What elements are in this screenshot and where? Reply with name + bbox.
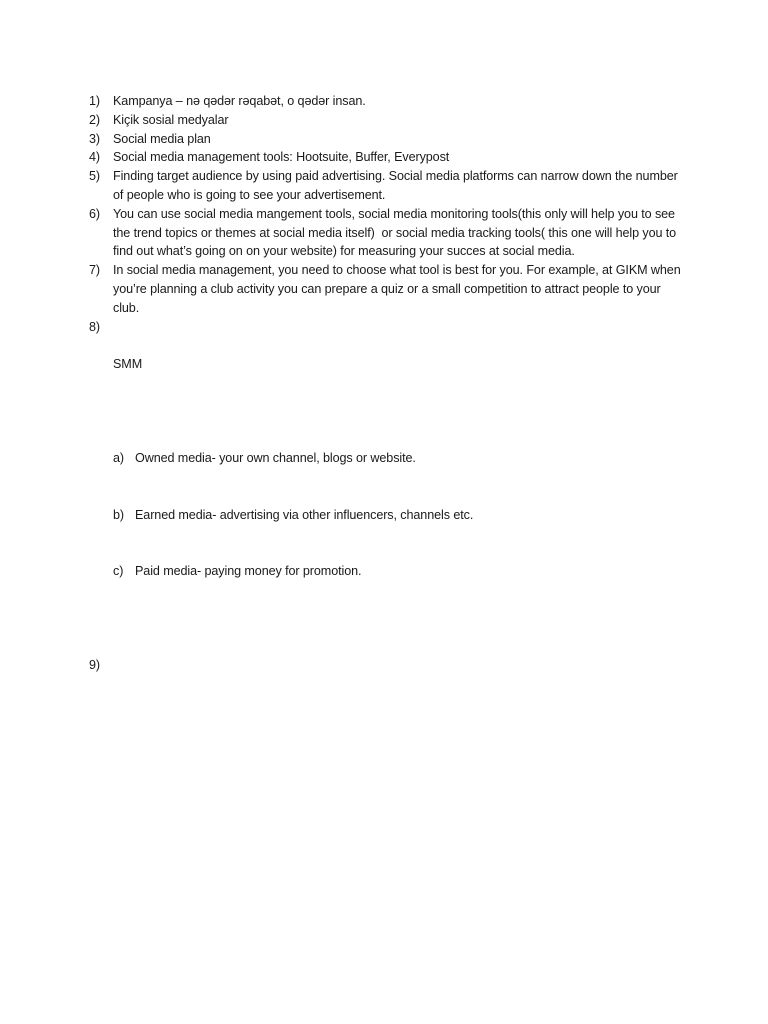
sublist-item-text: Paid media- paying money for promotion. xyxy=(135,563,362,578)
list-item-text: SMM xyxy=(113,357,143,372)
sublist-item-b xyxy=(113,506,689,525)
list-item-number: 5) xyxy=(89,169,100,184)
sublist-item-text: Owned media- your own channel, blogs or website. xyxy=(135,451,416,466)
list-item-text: Social media management tools: Hootsuite, Buffer, Everypost xyxy=(113,150,450,165)
list-item-8 xyxy=(89,318,689,656)
list-item-7 xyxy=(89,261,689,317)
list-item-3 xyxy=(89,130,689,149)
list-item-2 xyxy=(89,111,689,130)
smm-sublist xyxy=(113,412,689,619)
list-item-number: 9) xyxy=(89,657,100,672)
list-item-4 xyxy=(89,148,689,167)
list-item-text: Kiçik sosial medyalar xyxy=(113,112,229,127)
list-item-text: Kampanya – nə qədər rəqabət, o qədər insan. xyxy=(113,94,366,108)
list-item-number: 2) xyxy=(89,112,100,127)
list-item-1 xyxy=(89,92,689,111)
list-item-9 xyxy=(89,656,689,675)
list-item-text: Social media plan xyxy=(113,131,211,146)
list-item-text: You can use social media mangement tools, social media monitoring tools(this only will help you to see the trend topics or themes at social media itself) or social media tracking tools( this one will help you to find out what’s going on on your website) for measuring your succes at social media. xyxy=(113,206,680,259)
list-item-content xyxy=(113,318,689,656)
list-item-5 xyxy=(89,167,689,205)
list-item-text: Finding target audience by using paid advertising. Social media platforms can narrow down the number of people who is going to see your advertisement. xyxy=(113,169,682,202)
list-item-number: 8) xyxy=(89,319,100,334)
list-item-number: 4) xyxy=(89,150,100,165)
list-item-number: 1) xyxy=(89,94,100,108)
sublist-item-c xyxy=(113,562,689,581)
sublist-item-letter: b) xyxy=(113,507,124,522)
sublist-item-a xyxy=(113,449,689,468)
sublist-item-text: Earned media- advertising via other influencers, channels etc. xyxy=(135,507,474,522)
numbered-list xyxy=(89,92,689,675)
list-item-number: 6) xyxy=(89,206,100,221)
list-item-number: 7) xyxy=(89,263,100,278)
sublist-item-letter: c) xyxy=(113,563,124,578)
list-item-6 xyxy=(89,205,689,261)
list-item-text: In social media management, you need to choose what tool is best for you. For example, at GIKM when you’re planning a club activity you can prepare a quiz or a small competition to attract people to your club. xyxy=(113,263,685,315)
list-item-number: 3) xyxy=(89,131,100,146)
sublist-item-letter: a) xyxy=(113,451,124,466)
